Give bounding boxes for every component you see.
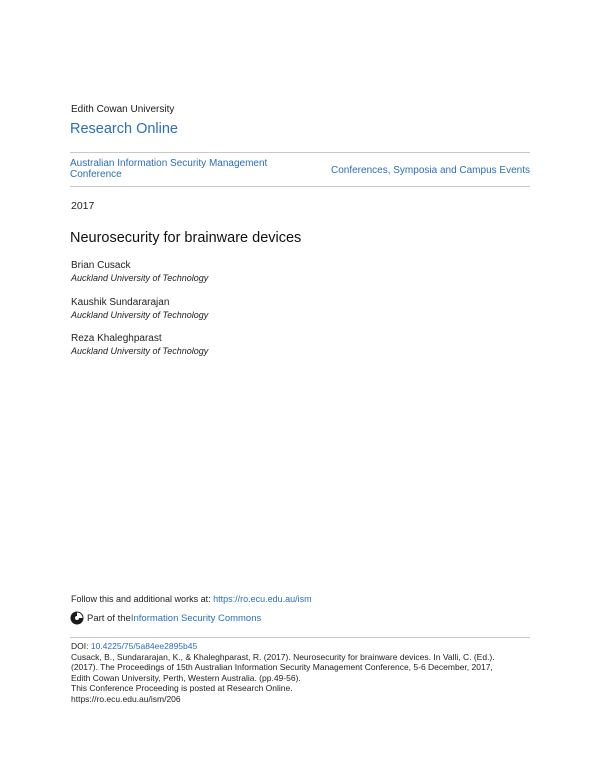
doi-line [71, 641, 531, 652]
commons-icon [70, 611, 84, 625]
citation-line: Cusack, B., Sundararajan, K., & Khaleghparast, R. (2017). Neurosecurity for brainware devices. In Valli, C. (Ed.). [71, 651, 495, 662]
follow-line [71, 594, 312, 604]
part-of-line [70, 611, 261, 625]
author-block [71, 296, 471, 322]
part-of-text: Part of the [87, 612, 131, 624]
collection-link-conference[interactable]: Australian Information Security Management Conference [70, 158, 268, 180]
author-name: Reza Khaleghparast [71, 333, 162, 344]
paper-title: Neurosecurity for brainware devices [70, 230, 302, 246]
author-affiliation: Auckland University of Technology [71, 273, 209, 283]
author-affiliation: Auckland University of Technology [71, 346, 209, 356]
repository-link[interactable]: Research Online [70, 121, 178, 137]
author-name: Kaushik Sundararajan [71, 297, 170, 308]
follow-link[interactable]: https://ro.ecu.edu.au/ism [213, 594, 312, 604]
posted-notice: This Conference Proceeding is posted at Research Online. [71, 683, 293, 694]
divider-collections [70, 186, 530, 187]
collection-link-events[interactable]: Conferences, Symposia and Campus Events [331, 165, 530, 176]
author-block [71, 259, 471, 285]
publication-year: 2017 [71, 200, 95, 212]
doi-link[interactable]: 10.4225/75/5a84ee2895b45 [90, 641, 198, 651]
commons-link[interactable]: Information Security Commons [130, 612, 262, 624]
author-block [71, 332, 471, 358]
doi-label: DOI: [71, 641, 91, 651]
citation-line: Edith Cowan University, Perth, Western Australia. (pp.49-56). [71, 672, 301, 683]
author-affiliation: Auckland University of Technology [71, 310, 209, 320]
citation-line: (2017). The Proceedings of 15th Australian Information Security Management Conference, 5-6 December, 2017, [71, 662, 493, 673]
author-name: Brian Cusack [71, 260, 131, 271]
item-url[interactable]: https://ro.ecu.edu.au/ism/206 [71, 693, 181, 704]
divider-top [70, 152, 530, 153]
citation-block [71, 641, 531, 705]
divider-citation [70, 637, 530, 638]
follow-text: Follow this and additional works at: [71, 594, 214, 604]
institution-name: Edith Cowan University [71, 104, 175, 115]
